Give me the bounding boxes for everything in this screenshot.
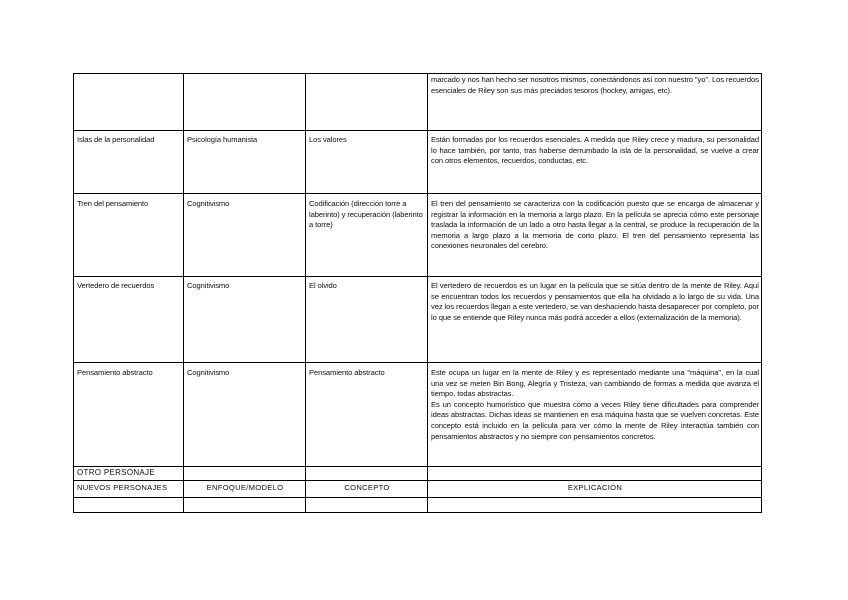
concepto-cell: Pensamiento abstracto xyxy=(306,363,428,467)
enfoque-cell: Cognitivismo xyxy=(184,363,306,467)
table-row xyxy=(74,277,762,363)
element-cell: Vertedero de recuerdos xyxy=(74,277,184,363)
header-row xyxy=(74,481,762,498)
characters-table xyxy=(73,73,762,513)
concepto-cell xyxy=(306,74,428,131)
header-concepto: CONCEPTO xyxy=(306,481,428,498)
explicacion-cell xyxy=(428,363,762,467)
header-explicacion: EXPLICACIÓN xyxy=(428,481,762,498)
enfoque-cell: Cognitivismo xyxy=(184,277,306,363)
empty-cell xyxy=(306,498,428,513)
explicacion-paragraph-1: Este ocupa un lugar en la mente de Riley y es representado mediante una "máquina", en la cual una vez se meten Bin Bong, Alegría y Tristeza, van cambiando de formas a medida que avanza el tiempo, todas abstractas. xyxy=(431,368,759,399)
header-enfoque-modelo: ENFOQUE/MODELO xyxy=(184,481,306,498)
concepto-cell: Los valores xyxy=(306,131,428,194)
empty-cell xyxy=(306,467,428,481)
concepto-cell: Codificación (dirección torre a laberinto) y recuperación (laberinto a torre) xyxy=(306,194,428,277)
explicacion-cell: marcado y nos han hecho ser nosotros mismos, conectándonos así con nuestro "yo". Los recuerdos esenciales de Riley son sus más preciados tesoros (hockey, amigas, etc). xyxy=(428,74,762,131)
concepto-cell: El olvido xyxy=(306,277,428,363)
enfoque-cell xyxy=(184,74,306,131)
element-cell: Tren del pensamiento xyxy=(74,194,184,277)
enfoque-cell: Psicología humanista xyxy=(184,131,306,194)
empty-cell xyxy=(428,467,762,481)
element-cell: Islas de la personalidad xyxy=(74,131,184,194)
explicacion-cell: Están formadas por los recuerdos esenciales. A medida que Riley crece y madura, su personalidad lo hace también, por tanto, tras haberse derrumbado la isla de la personalidad, se vuelve a crear con otros elementos, recuerdos, conductas, etc. xyxy=(428,131,762,194)
empty-cell xyxy=(428,498,762,513)
otro-personaje-label: OTRO PERSONAJE xyxy=(74,467,184,481)
enfoque-cell: Cognitivismo xyxy=(184,194,306,277)
table-row xyxy=(74,363,762,467)
explicacion-paragraph-2: Es un concepto humorístico que muestra cómo a veces Riley tiene dificultades para comprender ideas abstractas. Dichas ideas se mantienen en esa máquina hasta que se vuelven concretas. Este concepto está incluido en la película para ver cómo la mente de Riley interactúa también con pensamientos abstractos y no siempre con pensamientos concretos. xyxy=(431,399,759,441)
table-row xyxy=(74,131,762,194)
table-row xyxy=(74,194,762,277)
header-nuevos-personajes: NUEVOS PERSONAJES xyxy=(74,481,184,498)
explicacion-cell: El vertedero de recuerdos es un lugar en la película que se sitúa dentro de la mente de Riley. Aquí se encuentran todos los recuerdos y pensamientos que ella ha olvidado a lo largo de su vida. Una vez los recuerdos llegan a este vertedero, se van deshaciendo hasta desaparecer por completo, por lo que se entiende que Riley nunca más podrá acceder a ellos (externalización de la memoria). xyxy=(428,277,762,363)
explicacion-cell: El tren del pensamiento se caracteriza con la codificación puesto que se encarga de almacenar y registrar la información en la memoria a largo plazo. En la película se aprecia cómo este personaje traslada la información de un lado a otro hasta llegar a la central, se produce la recuperación de la memoria a largo plazo a la memoria de corto plazo. El tren del pensamiento representa las conexiones neuronales del cerebro. xyxy=(428,194,762,277)
element-cell xyxy=(74,74,184,131)
otro-personaje-row xyxy=(74,467,762,481)
empty-row xyxy=(74,498,762,513)
empty-cell xyxy=(74,498,184,513)
empty-cell xyxy=(184,467,306,481)
document-page xyxy=(73,73,762,513)
table-row xyxy=(74,74,762,131)
element-cell: Pensamiento abstracto xyxy=(74,363,184,467)
empty-cell xyxy=(184,498,306,513)
